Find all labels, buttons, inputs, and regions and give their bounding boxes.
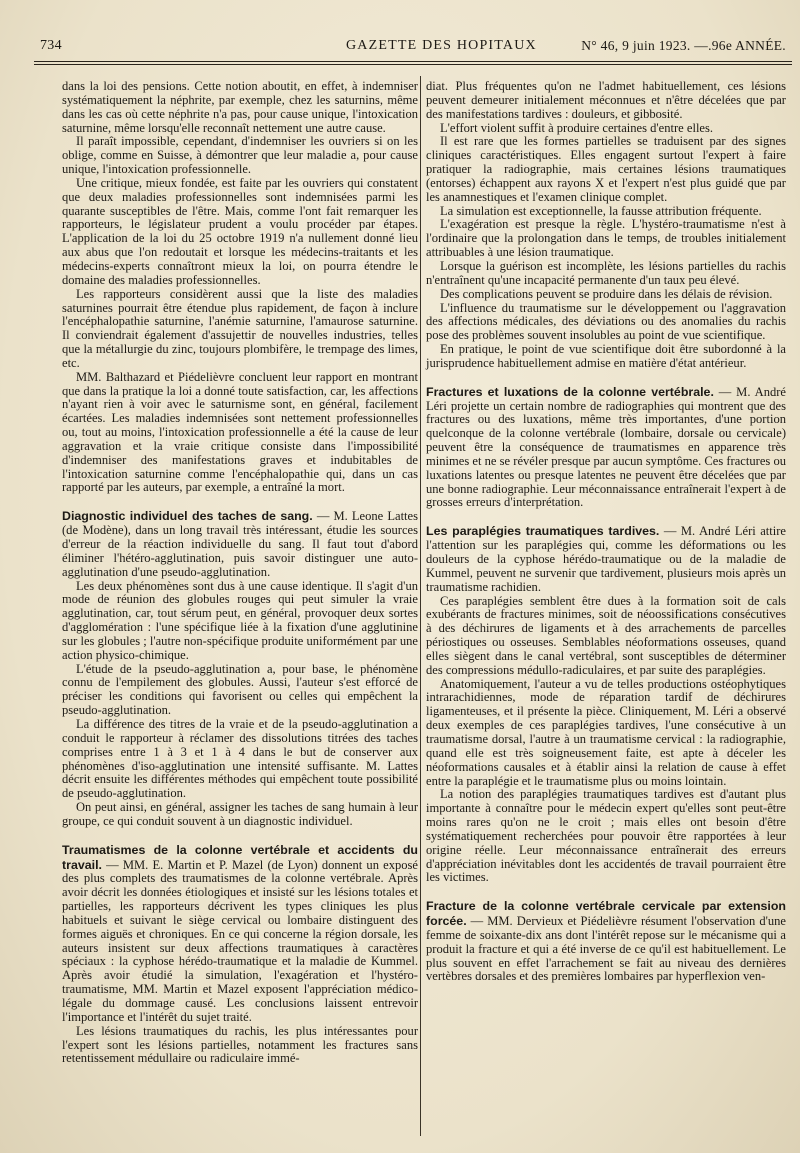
header-rule-double <box>34 64 792 65</box>
running-header <box>36 36 786 58</box>
section-text: — M. Leone Lattes (de Modène), dans un long travail très intéressant, étudie les sources d'erreur de la réaction individuelle du sang. Il faut tout d'abord éliminer l'hétéro-agglutination, puis savoir distinguer une auto-agglutination d'une pseudo-agglutination. <box>62 509 418 579</box>
paragraph: MM. Balthazard et Piédelièvre concluent leur rapport en montrant que dans la pratique la loi a donné toute satisfaction, car, les affections n'ayant rien à voir avec le saturnisme sont, en général, facilement écartées. Les maladies indemnisées sont nettement professionnelles ou, tout au moins, l'intoxication professionnelle a été la cause de leur aggravation et la vraie critique consiste dans l'impossibilité d'indemniser des manifestations graves et indubitables de l'intoxication saturnine comme l'encéphalopathie qui, dans un cas rapporté par les auteurs, par exemple, a entraîné la mort. <box>62 369 418 495</box>
issue-info: N° 46, 9 juin 1923. —.96e ANNÉE. <box>581 38 786 53</box>
paragraph: diat. Plus fréquentes qu'on ne l'admet habituellement, ces lésions peuvent demeurer initialement méconnues et n'être décelées que par des manifestations tardives : douleurs, et gibbosité. <box>426 79 786 121</box>
paragraph: En pratique, le point de vue scientifique doit être subordonné à la jurisprudence habituellement admise en matière d'état antérieur. <box>426 342 786 370</box>
paragraph: Des complications peuvent se produire dans les délais de révision. <box>440 286 773 301</box>
left-column <box>62 80 418 1066</box>
section-text: — MM. Dervieux et Piédelièvre résument l'observation d'une femme de soixante-dix ans dont l'intérêt repose sur le mécanisme qui a produit la fracture et qui a été inverse de ce qu'il est habituellement. Le plus souvent en effet l'arrachement se fait au niveau des dernières vertèbres dorsales et des premières lombaires par hyperflexion ven- <box>426 914 786 984</box>
paragraph: La notion des paraplégies traumatiques tardives est d'autant plus importante à connaître pour le médecin expert qu'elles sont peut-être moins rares qu'on ne le croit ; mais elles ont besoin d'être systématiquement recherchées pour pouvoir être rapportées à leur origine réelle. Leur méconnaissance entraînerait des erreurs d'appréciation inévitables dont les accidentés de travail pourraient être les victimes. <box>426 787 786 885</box>
section-heading: Fracture de la colonne vertébrale cervicale par extension forcée. <box>426 899 786 929</box>
section-heading: Les paraplégies traumatiques tardives. <box>426 524 660 539</box>
section-text: — MM. E. Martin et P. Mazel (de Lyon) donnent un exposé des plus complets des traumatismes de la colonne vertébrale. Après avoir décrit les données étiologiques et insisté sur les lésions totales et partielles, les rapporteurs décrivent les types cliniques les plus habituels et suivant le siège cervical ou lombaire distinguent des formes aiguës et chroniques. En ce qui concerne la région dorsale, les auteurs insistent sur deux affections traumatiques à caractères spéciaux : la cyphose hérédo-traumatique et la maladie de Kummel. Après avoir étudié la simulation, l'exagération et l'hystéro-traumatisme, MM. Martin et Mazel exposent l'appréciation médico-légale du dommage causé. Les conclusions laissent entrevoir l'importance et l'intérêt du sujet traité. <box>62 857 418 1024</box>
paragraph: L'effort violent suffit à produire certaines d'entre elles. <box>440 120 714 135</box>
section-text: — M. André Léri attire l'attention sur les paraplégies qui, comme les déformations ou les douleurs de la cyphose hérédo-traumatique ou de la maladie de Kummel, peuvent ne survenir que tardivement, plusieurs mois après un traumatisme rachidien. <box>426 524 786 594</box>
paragraph: dans la loi des pensions. Cette notion aboutit, en effet, à indemniser systématiquement la néphrite, par exemple, chez les saturnins, même dans les cas où cette néphrite n'a pas, pour cause unique, l'intoxication saturnine, même lorsqu'elle reconnaît nettement une autre cause. <box>62 79 418 135</box>
right-column <box>426 80 786 984</box>
paragraph: Anatomiquement, l'auteur a vu de telles productions ostéophytiques intrarachidiennes, mode de réparation tardif de déchirures ligamenteuses, et il présente la pièce. Cliniquement, M. Léri a observé deux exemples de ces paraplégies tardives, l'une consécutive à un traumatisme dorsal, l'autre à un traumatisme cervical : la radiographie, quand elle est très soigneusement faite, est apte à déceler les néoformations causales et à établir ainsi la relation de cause à effet entre la paraplégie et le traumatisme plus ou moins lointain. <box>426 676 786 788</box>
page-number: 734 <box>40 38 62 53</box>
paragraph: Ces paraplégies semblent être dues à la formation soit de cals exubérants de fractures minimes, soit de néoossifications consécutives à des déchirures de ligaments et à des arrachements de parcelles périostiques ou osseuses. Semblables néoformations osseuses, quand elles siègent dans le canal vertébral, sont susceptibles de déterminer des compressions médullo-radiculaires, et par suite des paraplégies. <box>426 593 786 677</box>
paragraph: Il est rare que les formes partielles se traduisent par des signes cliniques caractéristiques. Elles engagent surtout l'expert à faire pratiquer la radiographie, mais certaines lésions traumatiques (entorses) échappent aux rayons X et l'expert n'est plus guidé que par les anamnestiques et l'examen clinique complet. <box>426 134 786 204</box>
paragraph: L'exagération est presque la règle. L'hystéro-traumatisme n'est à l'ordinaire que la prolongation dans le temps, de troubles initialement attribuables à une lésion traumatique. <box>426 217 786 260</box>
paragraph: La simulation est exceptionnelle, la fausse attribution fréquente. <box>440 203 762 218</box>
paragraph: Les lésions traumatiques du rachis, les plus intéressantes pour l'expert sont les lésions partielles, notamment les fractures sans retentissement médullaire ou radiculaire immé- <box>62 1023 418 1066</box>
column-divider <box>420 76 421 1136</box>
paragraph: Les rapporteurs considèrent aussi que la liste des maladies saturnines pourrait être étendue plus rapidement, de façon à inclure l'encéphalopathie saturnine, l'anémie saturnine, l'amaurose saturnine. Il conviendrait également d'assujettir de nouvelles industries, telles que la métallurgie du zinc, toujours plombifère, le trempage des limes, etc. <box>62 286 418 370</box>
section-text: — M. André Léri projette un certain nombre de radiographies qui montrent que des fractures ou des luxations, même très importantes, d'une portion quelconque de la colonne vertébrale (lombaire, dorsale ou cervicale) peuvent être la conséquence de traumatismes en apparence très minimes et ne se révéler presque par aucun symptôme. Ces fractures ou luxations latentes ou presque latentes ne peuvent être décelées que par une bonne radiographie. Leur méconnaissance entraînerait l'expert à de grosses erreurs d'interprétation. <box>426 384 786 510</box>
section-heading: Diagnostic individuel des taches de sang. <box>62 509 313 524</box>
paragraph: Une critique, mieux fondée, est faite par les ouvriers qui constatent que deux maladies professionnelles sont indemnisées parmi les quarante susceptibles de l'être. Mais, comme l'ont fait remarquer les rapporteurs, le législateur prudent a voulu procéder par étapes. L'application de la loi du 25 octobre 1919 n'a nullement donné lieu aux abus que l'on redoutait et lorsque les médecins-traitants et les médecins-experts connaîtront mieux la loi, on pourra étendre le domaine des maladies professionnelles. <box>62 175 418 287</box>
paragraph: L'étude de la pseudo-agglutination a, pour base, le phénomène connu de l'empilement des globules. Aussi, l'auteur s'est efforcé de préciser les conditions qui favorisent ou celles qui empêchent la pseudo-agglutination. <box>62 661 418 718</box>
paragraph: Les deux phénomènes sont dus à une cause identique. Il s'agit d'un mode de réunion des globules rouges qui peut simuler la vraie agglutination, car, tout sérum peut, en général, provoquer deux sortes d'agglomération : l'une spécifique liée à la fixation d'une agglutinine sur les globules ; l'autre non-spécifique produite uniformément par une action physico-chimique. <box>62 578 418 662</box>
paragraph: Lorsque la guérison est incomplète, les lésions partielles du rachis n'entraînent qu'une incapacité permanente d'un taux peu élevé. <box>426 258 786 287</box>
paragraph: On peut ainsi, en général, assigner les taches de sang humain à leur groupe, ce qui conduit souvent à un diagnostic individuel. <box>62 800 418 828</box>
paragraph: Il paraît impossible, cependant, d'indemniser les ouvriers si on les oblige, comme en Suisse, à démontrer que leur maladie a, pour cause unique, l'intoxication professionnelle. <box>62 134 418 177</box>
paragraph: L'influence du traumatisme sur le développement ou l'aggravation des affections médicales, des déviations ou des anomalies du rachis pose des problèmes souvent insolubles au point de vue scientifique. <box>426 300 786 343</box>
paragraph: La différence des titres de la vraie et de la pseudo-agglutination a conduit le rapporteur à réclamer des dissolutions titrées des taches comprises entre 1 à 3 et 1 à 4 dans le but de conserver aux phénomènes d'iso-agglutination une intensité suffisante. M. Lattes décrit ensuite les différentes méthodes qui empêchent toute possibilité de pseudo-agglutination. <box>62 716 418 801</box>
section-heading: Fractures et luxations de la colonne vertébrale. <box>426 384 714 399</box>
header-rule <box>34 61 792 62</box>
journal-title: GAZETTE DES HOPITAUX <box>346 38 537 53</box>
section-heading: Traumatismes de la colonne vertébrale et accidents du travail. <box>62 842 418 872</box>
